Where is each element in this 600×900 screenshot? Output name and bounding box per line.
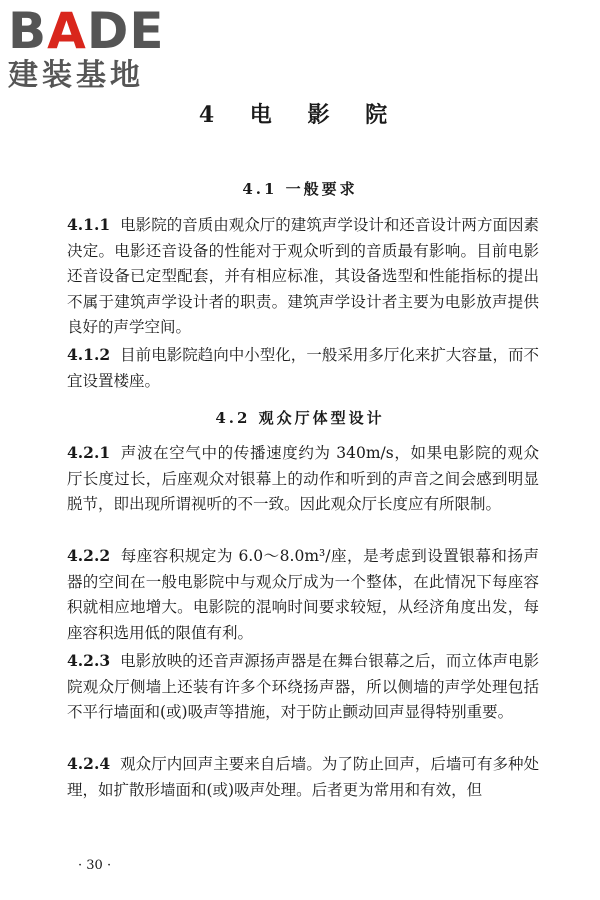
paragraph-4-2-2: 4.2.2 每座容积规定为 6.0～8.0m³/座，是考虑到设置银幕和扬声器的空间在一般电影院中与观众厅成为一个整体，在此情况下每座容积就相应地增大。电影院的混响时间要求较短，从经济角度出发，每座容积选用低的限值有利。: [67, 546, 539, 642]
section-title-4-1: 4.1 一般要求: [242, 180, 358, 198]
paragraph-4-2-3: 4.2.3 电影放映的还音声源扬声器是在舞台银幕之后，而立体声电影院观众厅侧墙上还装有许多个环绕扬声器，所以侧墙的声学处理包括不平行墙面和(或)吸声等措施，对于防止颤动回声显得特别重要。: [67, 651, 539, 721]
site-logo: [8, 2, 178, 94]
page-number: · 30 ·: [78, 858, 112, 873]
paragraph-4-2-1: 4.2.1 声波在空气中的传播速度约为 340m/s，如果电影院的观众厅长度过长，后座观众对银幕上的动作和听到的声音之间会感到明显脱节，即出现所谓视听的不一致。因此观众厅长度应有所限制。: [67, 443, 539, 513]
paragraph-4-1-1: 4.1.1 电影院的音质由观众厅的建筑声学设计和还音设计两方面因素决定。电影还音设备的性能对于观众听到的音质最有影响。目前电影还音设备已定型配套，并有相应标准，其设备选型和性能指标的提出不属于建筑声学设计者的职责。建筑声学设计者主要为电影放声提供良好的声学空间。: [67, 215, 539, 336]
logo-chinese-text: 建装基地: [8, 58, 144, 93]
paragraph-4-1-2: 4.1.2 目前电影院趋向中小型化，一般采用多厅化来扩大容量，而不宜设置楼座。: [67, 345, 539, 390]
chapter-title: 4 电 影 院: [198, 102, 402, 128]
logo-wordmark: BADE: [8, 2, 165, 60]
section-title-4-2: 4.2 观众厅体型设计: [215, 409, 385, 427]
paragraph-4-2-4: 4.2.4 观众厅内回声主要来自后墙。为了防止回声，后墙可有多种处理，如扩散形墙面和(或)吸声处理。后者更为常用和有效，但: [67, 754, 539, 799]
